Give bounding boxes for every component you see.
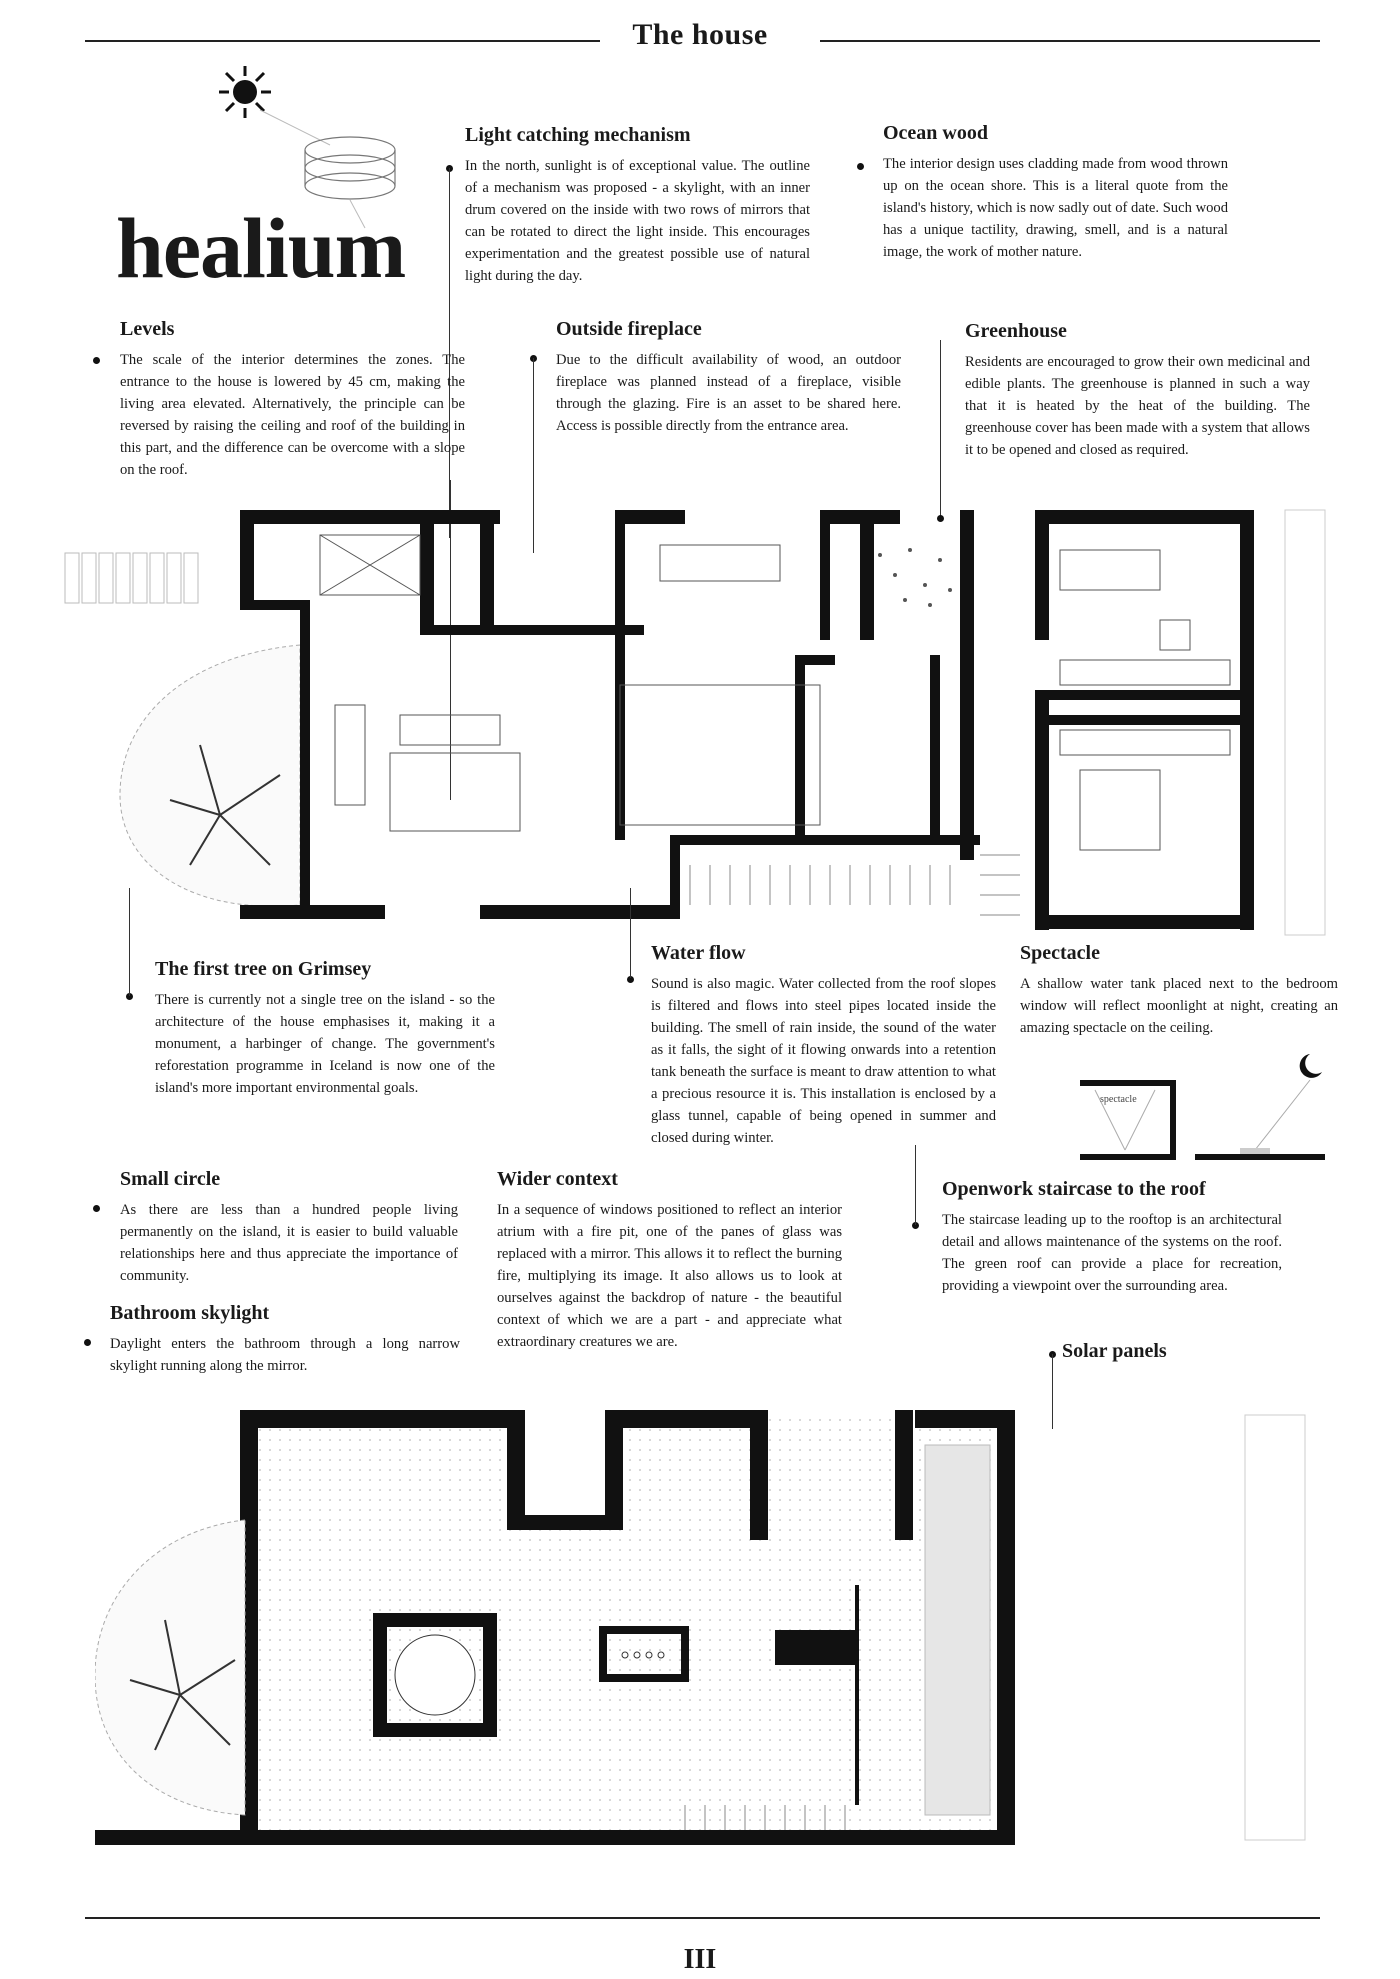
section-spectacle xyxy=(1020,942,1338,1039)
section-title: Solar panels xyxy=(1062,1340,1167,1362)
ground-floor-plan xyxy=(60,505,1330,945)
bullet-dot xyxy=(84,1339,91,1346)
mirror-drum-icon xyxy=(305,137,395,199)
spectacle-diagram xyxy=(1075,1050,1335,1165)
section-title: Small circle xyxy=(120,1168,221,1190)
section-title: Wider context xyxy=(497,1168,618,1190)
page-number: III xyxy=(683,1944,717,1975)
bullet-dot xyxy=(93,1205,100,1212)
section-title: The first tree on Grimsey xyxy=(155,958,372,980)
sun-icon xyxy=(219,66,271,118)
section-text: In the north, sunlight is of exceptional value. The outline of a mechanism was proposed - a skylight, with an inner drum covered on the inside with two rows of mirrors that can be rotated to direct the light inside. This encourages experimentation and the greatest possible use of natural light during the day. xyxy=(465,158,810,284)
section-solar-panels xyxy=(1062,1340,1262,1371)
section-outside-fireplace xyxy=(556,318,901,437)
page-header-title: The house xyxy=(632,18,768,51)
footer-rule xyxy=(85,1917,1320,1919)
leader-line xyxy=(630,888,631,978)
section-light-catching xyxy=(465,124,810,287)
section-title: Outside fireplace xyxy=(556,318,702,340)
section-text: There is currently not a single tree on the island - so the architecture of the house emphasises it, making it a monument, a harbinger of change. The government's reforestation programme in Iceland is now one of the island's more important environmental goals. xyxy=(155,992,495,1096)
section-first-tree xyxy=(155,958,495,1099)
solar-panel-array xyxy=(925,1445,990,1815)
section-text: Residents are encouraged to grow their own medicinal and edible plants. The greenhouse is planned in such a way that it is heated by the heat of the building. The greenhouse cover has been made with a system that allows it to be opened and closed as required. xyxy=(965,354,1310,458)
roof-plan xyxy=(95,1405,1330,1845)
section-text: The scale of the interior determines the zones. The entrance to the house is lowered by 45 cm, making the living area elevated. Alternatively, the principle can be reversed by raising the ceiling and roof of the building in this part, and the difference can be overcome with a slope on the roof. xyxy=(120,352,465,478)
skylight-drum xyxy=(395,1635,475,1715)
entrance-deck xyxy=(65,553,198,603)
bullet-dot xyxy=(93,357,100,364)
roof-exterior-strip xyxy=(1245,1415,1305,1840)
stairs xyxy=(690,855,1020,915)
section-title: Levels xyxy=(120,318,175,340)
section-title: Bathroom skylight xyxy=(110,1302,270,1324)
section-title: Water flow xyxy=(651,942,746,964)
section-text: Due to the difficult availability of wood, an outdoor fireplace was planned instead of a fireplace, visible through the glazing. Fire is an asset to be shared here. Access is possible directly from the entrance area. xyxy=(556,352,901,434)
leader-line xyxy=(940,340,941,520)
section-text: Daylight enters the bathroom through a long narrow skylight running along the mirror. xyxy=(110,1336,460,1374)
exterior-strip xyxy=(1285,510,1325,935)
section-small-circle xyxy=(120,1168,458,1287)
section-title: Openwork staircase to the roof xyxy=(942,1178,1206,1200)
section-text: A shallow water tank placed next to the bedroom window will reflect moonlight at night, creating an amazing spectacle on the ceiling. xyxy=(1020,976,1338,1036)
bullet-dot xyxy=(857,163,864,170)
brand-wordmark: healium xyxy=(116,200,406,296)
section-text: The staircase leading up to the rooftop is an architectural detail and allows maintenance of the systems on the roof. The green roof can provide a place for recreation, providing a viewpoint over the surrounding area. xyxy=(942,1212,1282,1294)
section-title: Greenhouse xyxy=(965,320,1067,342)
greenhouse-plants xyxy=(878,548,952,607)
walls xyxy=(240,510,1254,930)
section-bathroom-skylight xyxy=(110,1302,460,1377)
leader-line xyxy=(915,1145,916,1225)
section-wider-context xyxy=(497,1168,842,1353)
spectacle-label: spectacle xyxy=(1100,1094,1137,1105)
leader-line xyxy=(129,888,130,996)
section-greenhouse xyxy=(965,320,1310,461)
section-title: Ocean wood xyxy=(883,122,988,144)
section-text: The interior design uses cladding made from wood thrown up on the ocean shore. This is a literal quote from the island's history, which is now sadly out of date. Such wood has a unique tactility, drawing, smell, and is a natural image, the work of mother nature. xyxy=(883,156,1228,260)
section-title: Light catching mechanism xyxy=(465,124,691,146)
section-text: Sound is also magic. Water collected from the roof slopes is filtered and flows into steel pipes located inside the building. The smell of rain inside, the sound of the water as it falls, the sight of it flowing onwards into a retention tank beneath the surface is meant to draw attention to what a precious resource it is. This installation is enclosed by a glass tunnel, capable of being opened in summer and closed during winter. xyxy=(651,976,996,1146)
section-ocean-wood xyxy=(883,122,1228,263)
section-openwork-staircase xyxy=(942,1178,1282,1297)
section-water-flow xyxy=(651,942,996,1149)
section-text: In a sequence of windows positioned to reflect an interior atrium with a fire pit, one of the panes of glass was replaced with a mirror. This allows it to reflect the burning fire, multiplying its image. It also allows us to look at ourselves against the backdrop of nature - the beautiful context of which we are a part - and appreciate what extraordinary creatures we are. xyxy=(497,1202,842,1350)
moon-icon xyxy=(1300,1054,1322,1078)
section-title: Spectacle xyxy=(1020,942,1100,964)
section-levels xyxy=(120,318,465,481)
tree-canopy xyxy=(120,645,300,906)
section-text: As there are less than a hundred people living permanently on the island, it is easier to build valuable relationships here and thus appreciate the importance of community. xyxy=(120,1202,458,1284)
